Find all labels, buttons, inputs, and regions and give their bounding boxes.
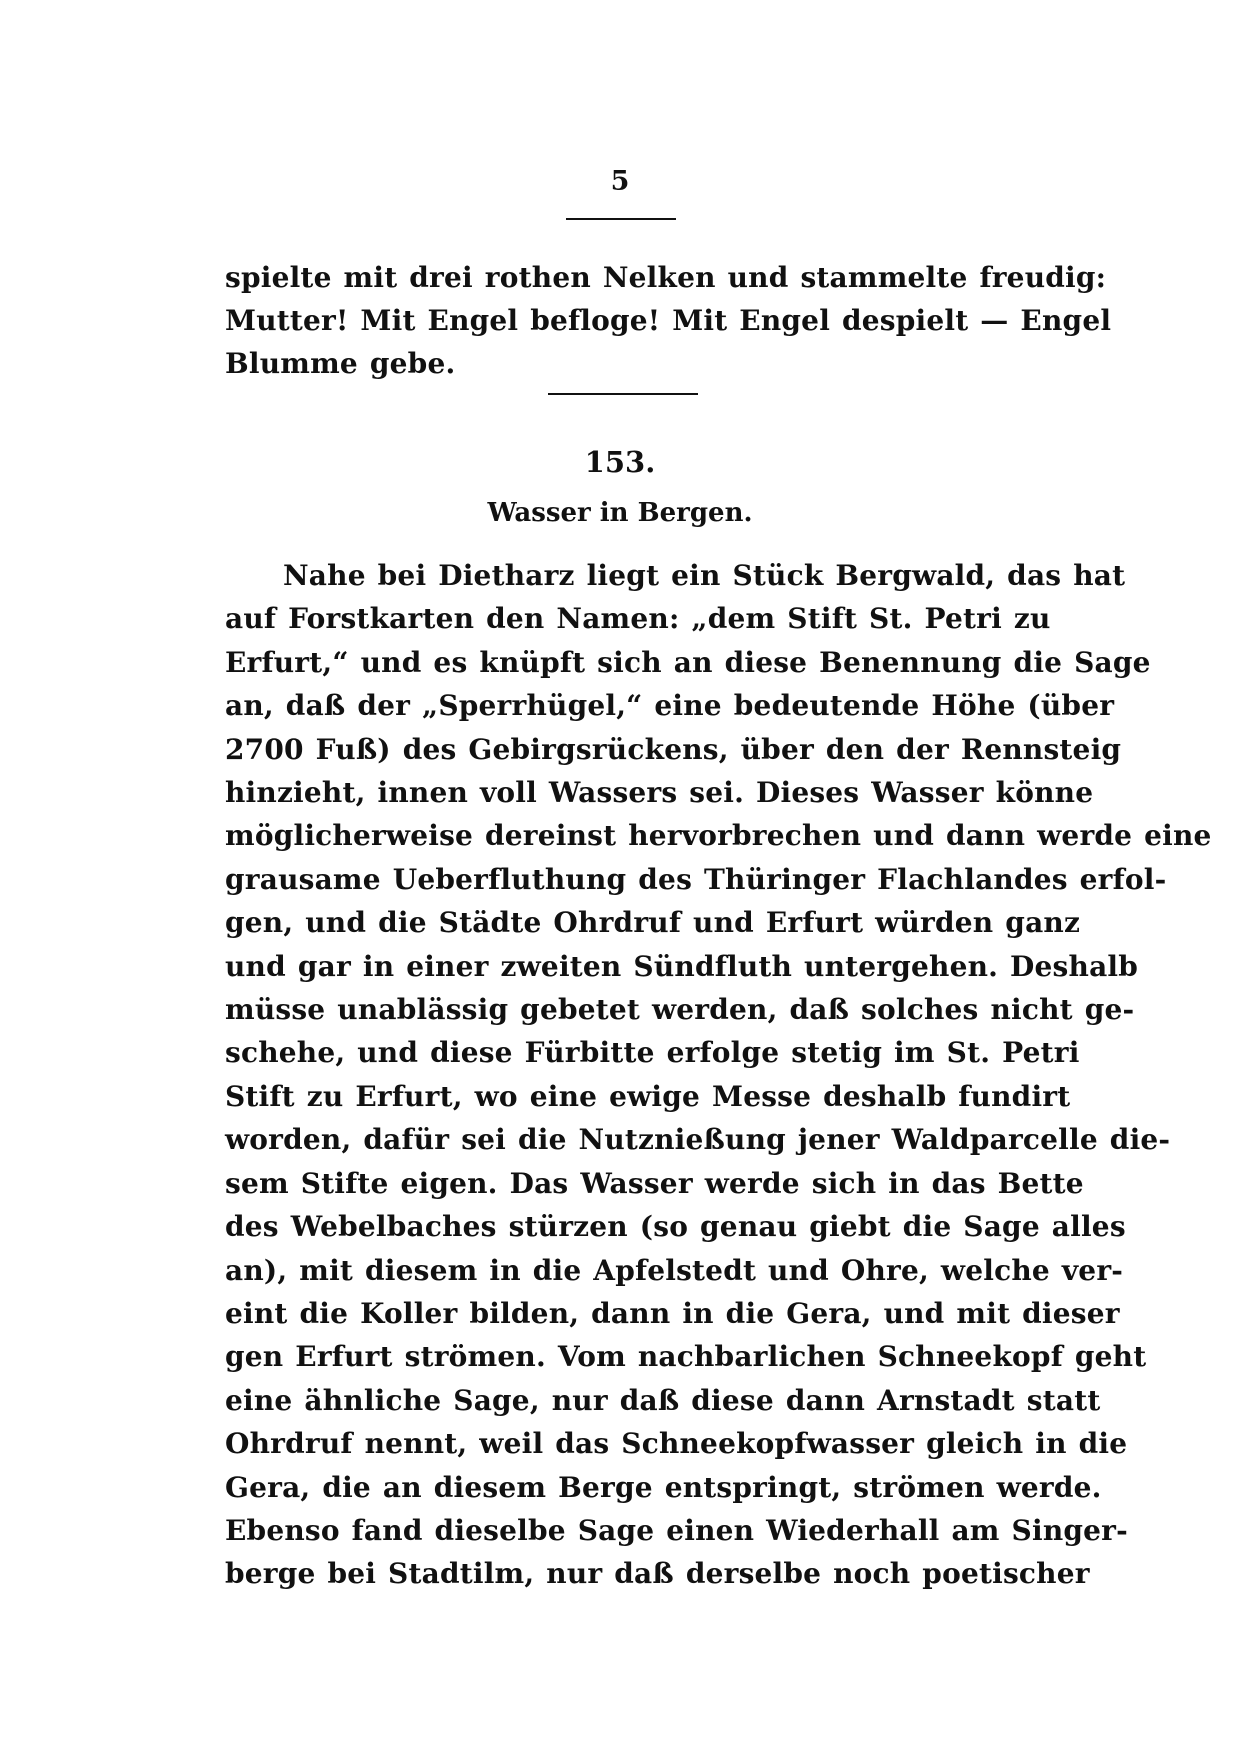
text-line: gen Erfurt strömen. Vom nachbarlichen Schneekopf geht: [225, 1340, 1147, 1374]
story-number: 153.: [584, 445, 656, 479]
text-line: spielte mit drei rothen Nelken und stammelte freudig:: [225, 261, 1107, 294]
text-line: Mutter! Mit Engel befloge! Mit Engel despielt — Engel: [225, 304, 1112, 337]
text-line: Gera, die an diesem Berge entspringt, strömen werde.: [225, 1470, 1102, 1504]
text-line: an, daß der „Sperrhügel,“ eine bedeutende Höhe (über: [225, 689, 1115, 723]
page-number-rule: [566, 218, 676, 220]
text-line: möglicherweise dereinst hervorbrechen und dann werde eine: [225, 819, 1212, 853]
text-line: Ebenso fand dieselbe Sage einen Wiederhall am Singer-: [225, 1513, 1128, 1547]
section-divider: [548, 393, 698, 395]
text-line: an), mit diesem in die Apfelstedt und Ohre, welche ver-: [225, 1253, 1124, 1287]
text-line: Blumme gebe.: [225, 347, 456, 380]
text-line: müsse unablässig gebetet werden, daß solches nicht ge-: [225, 993, 1135, 1027]
text-line: berge bei Stadtilm, nur daß derselbe noch poetischer: [225, 1557, 1090, 1591]
story-body: [225, 554, 1212, 1596]
text-line: grausame Ueberfluthung des Thüringer Flachlandes erfol-: [225, 862, 1167, 896]
text-line: des Webelbaches stürzen (so genau giebt die Sage alles: [225, 1210, 1126, 1244]
text-line: auf Forstkarten den Namen: „dem Stift St. Petri zu: [225, 602, 1051, 636]
text-line: hinzieht, innen voll Wassers sei. Dieses Wasser könne: [225, 776, 1094, 810]
previous-story-ending: [225, 256, 1112, 385]
text-line: Nahe bei Dietharz liegt ein Stück Bergwald, das hat: [283, 559, 1126, 592]
text-line: gen, und die Städte Ohrdruf und Erfurt würden ganz: [225, 906, 1081, 940]
text-line: und gar in einer zweiten Sündfluth untergehen. Deshalb: [225, 949, 1139, 983]
page-number: 5: [610, 166, 630, 197]
text-line: 2700 Fuß) des Gebirgsrückens, über den der Rennsteig: [225, 732, 1122, 766]
text-line: eine ähnliche Sage, nur daß diese dann Arnstadt statt: [225, 1383, 1101, 1417]
text-line: sem Stifte eigen. Das Wasser werde sich in das Bette: [225, 1166, 1084, 1200]
text-line: Erfurt,“ und es knüpft sich an diese Benennung die Sage: [225, 645, 1151, 679]
story-title: Wasser in Bergen.: [487, 498, 753, 528]
text-line: eint die Koller bilden, dann in die Gera, und mit dieser: [225, 1296, 1120, 1330]
text-line: Stift zu Erfurt, wo eine ewige Messe deshalb fundirt: [225, 1079, 1071, 1113]
text-line: schehe, und diese Fürbitte erfolge stetig im St. Petri: [225, 1036, 1080, 1070]
text-line: Ohrdruf nennt, weil das Schneekopfwasser gleich in die: [225, 1427, 1128, 1461]
text-line: worden, dafür sei die Nutznießung jener Waldparcelle die-: [225, 1123, 1171, 1157]
